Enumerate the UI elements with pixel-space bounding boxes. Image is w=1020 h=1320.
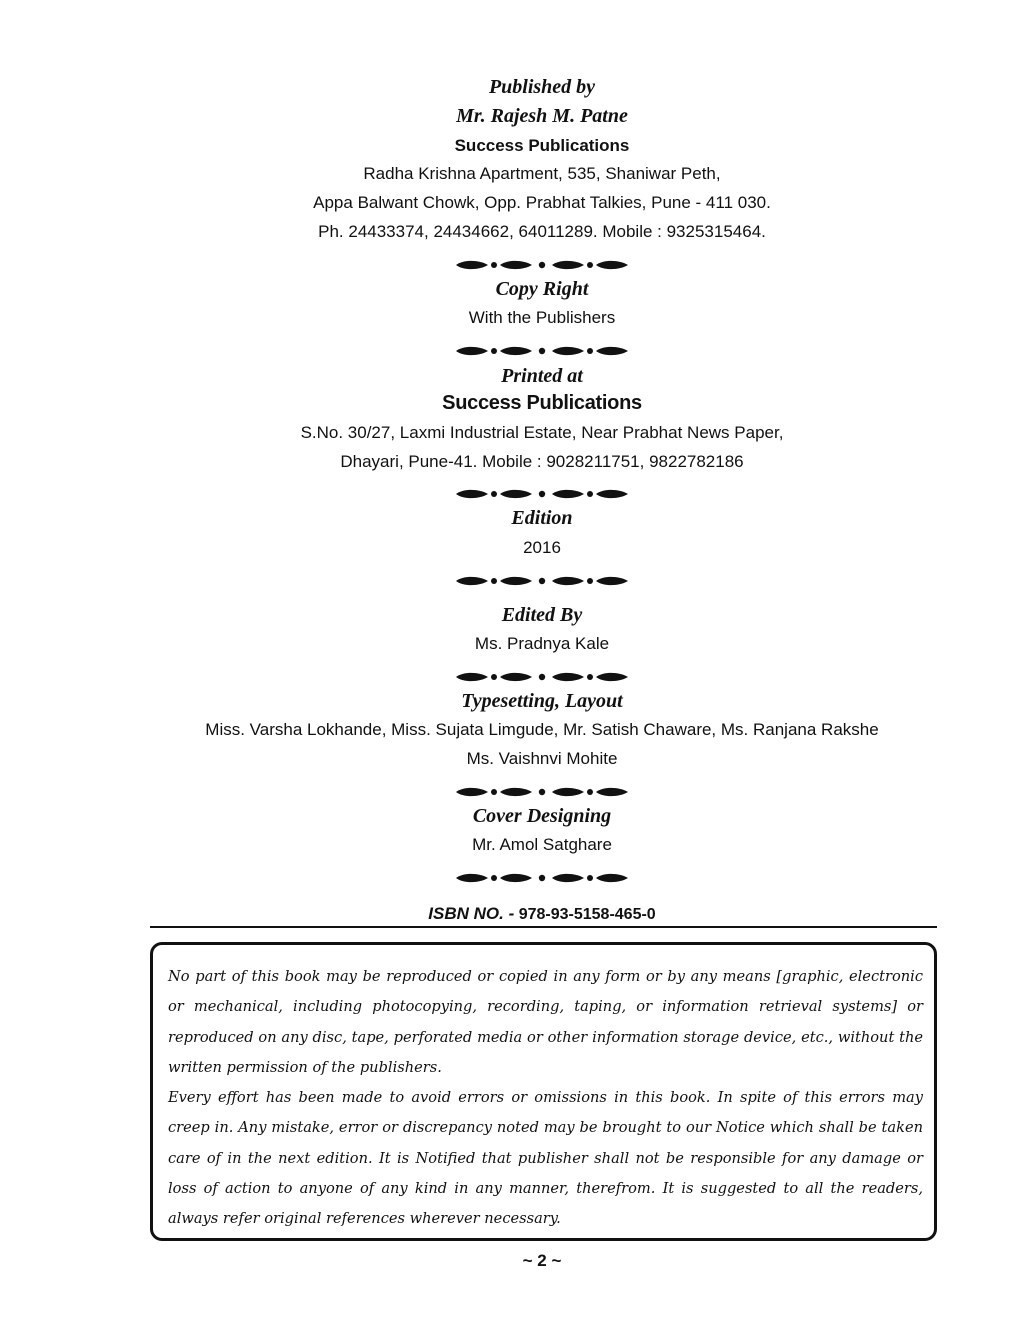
- publisher-address-line2: Appa Balwant Chowk, Opp. Prabhat Talkies, Pune - 411 030.: [313, 193, 771, 212]
- publisher-name: Mr. Rajesh M. Patne: [456, 105, 628, 127]
- copyright-notice-text: [168, 962, 923, 1235]
- ornament-divider: [454, 670, 630, 684]
- isbn-line: [0, 904, 1020, 924]
- typesetting-names-line1: Miss. Varsha Lokhande, Miss. Sujata Limgude, Mr. Satish Chaware, Ms. Ranjana Rakshe: [205, 720, 879, 739]
- published-by-heading: Published by: [488, 76, 596, 98]
- ornament-divider: [454, 574, 630, 588]
- ornament-divider: [454, 487, 630, 501]
- edition-heading: Edition: [511, 507, 573, 529]
- printer-company: Success Publications: [442, 392, 642, 414]
- isbn-number: 978-93-5158-465-0: [518, 906, 656, 923]
- typesetting-heading: Typesetting, Layout: [461, 690, 623, 712]
- notice-paragraph-1: No part of this book may be reproduced or copied in any form or by any means [graphic, electronic or mechanical, including photocopying, recording, taping, or information retrieval systems] or reproduced on any disc, tape, perforated media or other information storage device, etc., without the written permission of the publishers.: [168, 968, 923, 1076]
- horizontal-rule: [150, 926, 937, 928]
- publisher-phone: Ph. 24433374, 24434662, 64011289. Mobile : 9325315464.: [318, 222, 766, 241]
- page-number: ~ 2 ~: [522, 1251, 562, 1270]
- copyright-text: With the Publishers: [468, 308, 616, 327]
- ornament-divider: [454, 871, 630, 885]
- printer-address-line2: Dhayari, Pune-41. Mobile : 9028211751, 9822782186: [340, 452, 744, 471]
- publisher-company: Success Publications: [454, 136, 630, 155]
- cover-designer-name: Mr. Amol Satghare: [472, 835, 612, 854]
- publisher-address-line1: Radha Krishna Apartment, 535, Shaniwar Peth,: [363, 164, 721, 183]
- isbn-label: ISBN NO. -: [428, 904, 515, 923]
- editor-name: Ms. Pradnya Kale: [474, 634, 610, 653]
- copyright-heading: Copy Right: [495, 278, 589, 300]
- cover-designing-heading: Cover Designing: [472, 805, 612, 827]
- typesetting-names-line2: Ms. Vaishnvi Mohite: [466, 749, 618, 768]
- printer-address-line1: S.No. 30/27, Laxmi Industrial Estate, Near Prabhat News Paper,: [300, 423, 784, 442]
- ornament-divider: [454, 785, 630, 799]
- edition-year: 2016: [523, 538, 561, 557]
- ornament-divider: [454, 344, 630, 358]
- edited-by-heading: Edited By: [501, 604, 583, 626]
- printed-at-heading: Printed at: [501, 365, 583, 387]
- ornament-divider: [454, 258, 630, 272]
- notice-paragraph-2: Every effort has been made to avoid errors or omissions in this book. In spite of this errors may creep in. Any mistake, error or discrepancy noted may be brought to our Notice which shall be taken care of in the next edition. It is Notified that publisher shall not be responsible for any damage or loss of action to anyone of any kind in any manner, therefrom. It is suggested to all the readers, always refer original references wherever necessary.: [168, 1089, 923, 1228]
